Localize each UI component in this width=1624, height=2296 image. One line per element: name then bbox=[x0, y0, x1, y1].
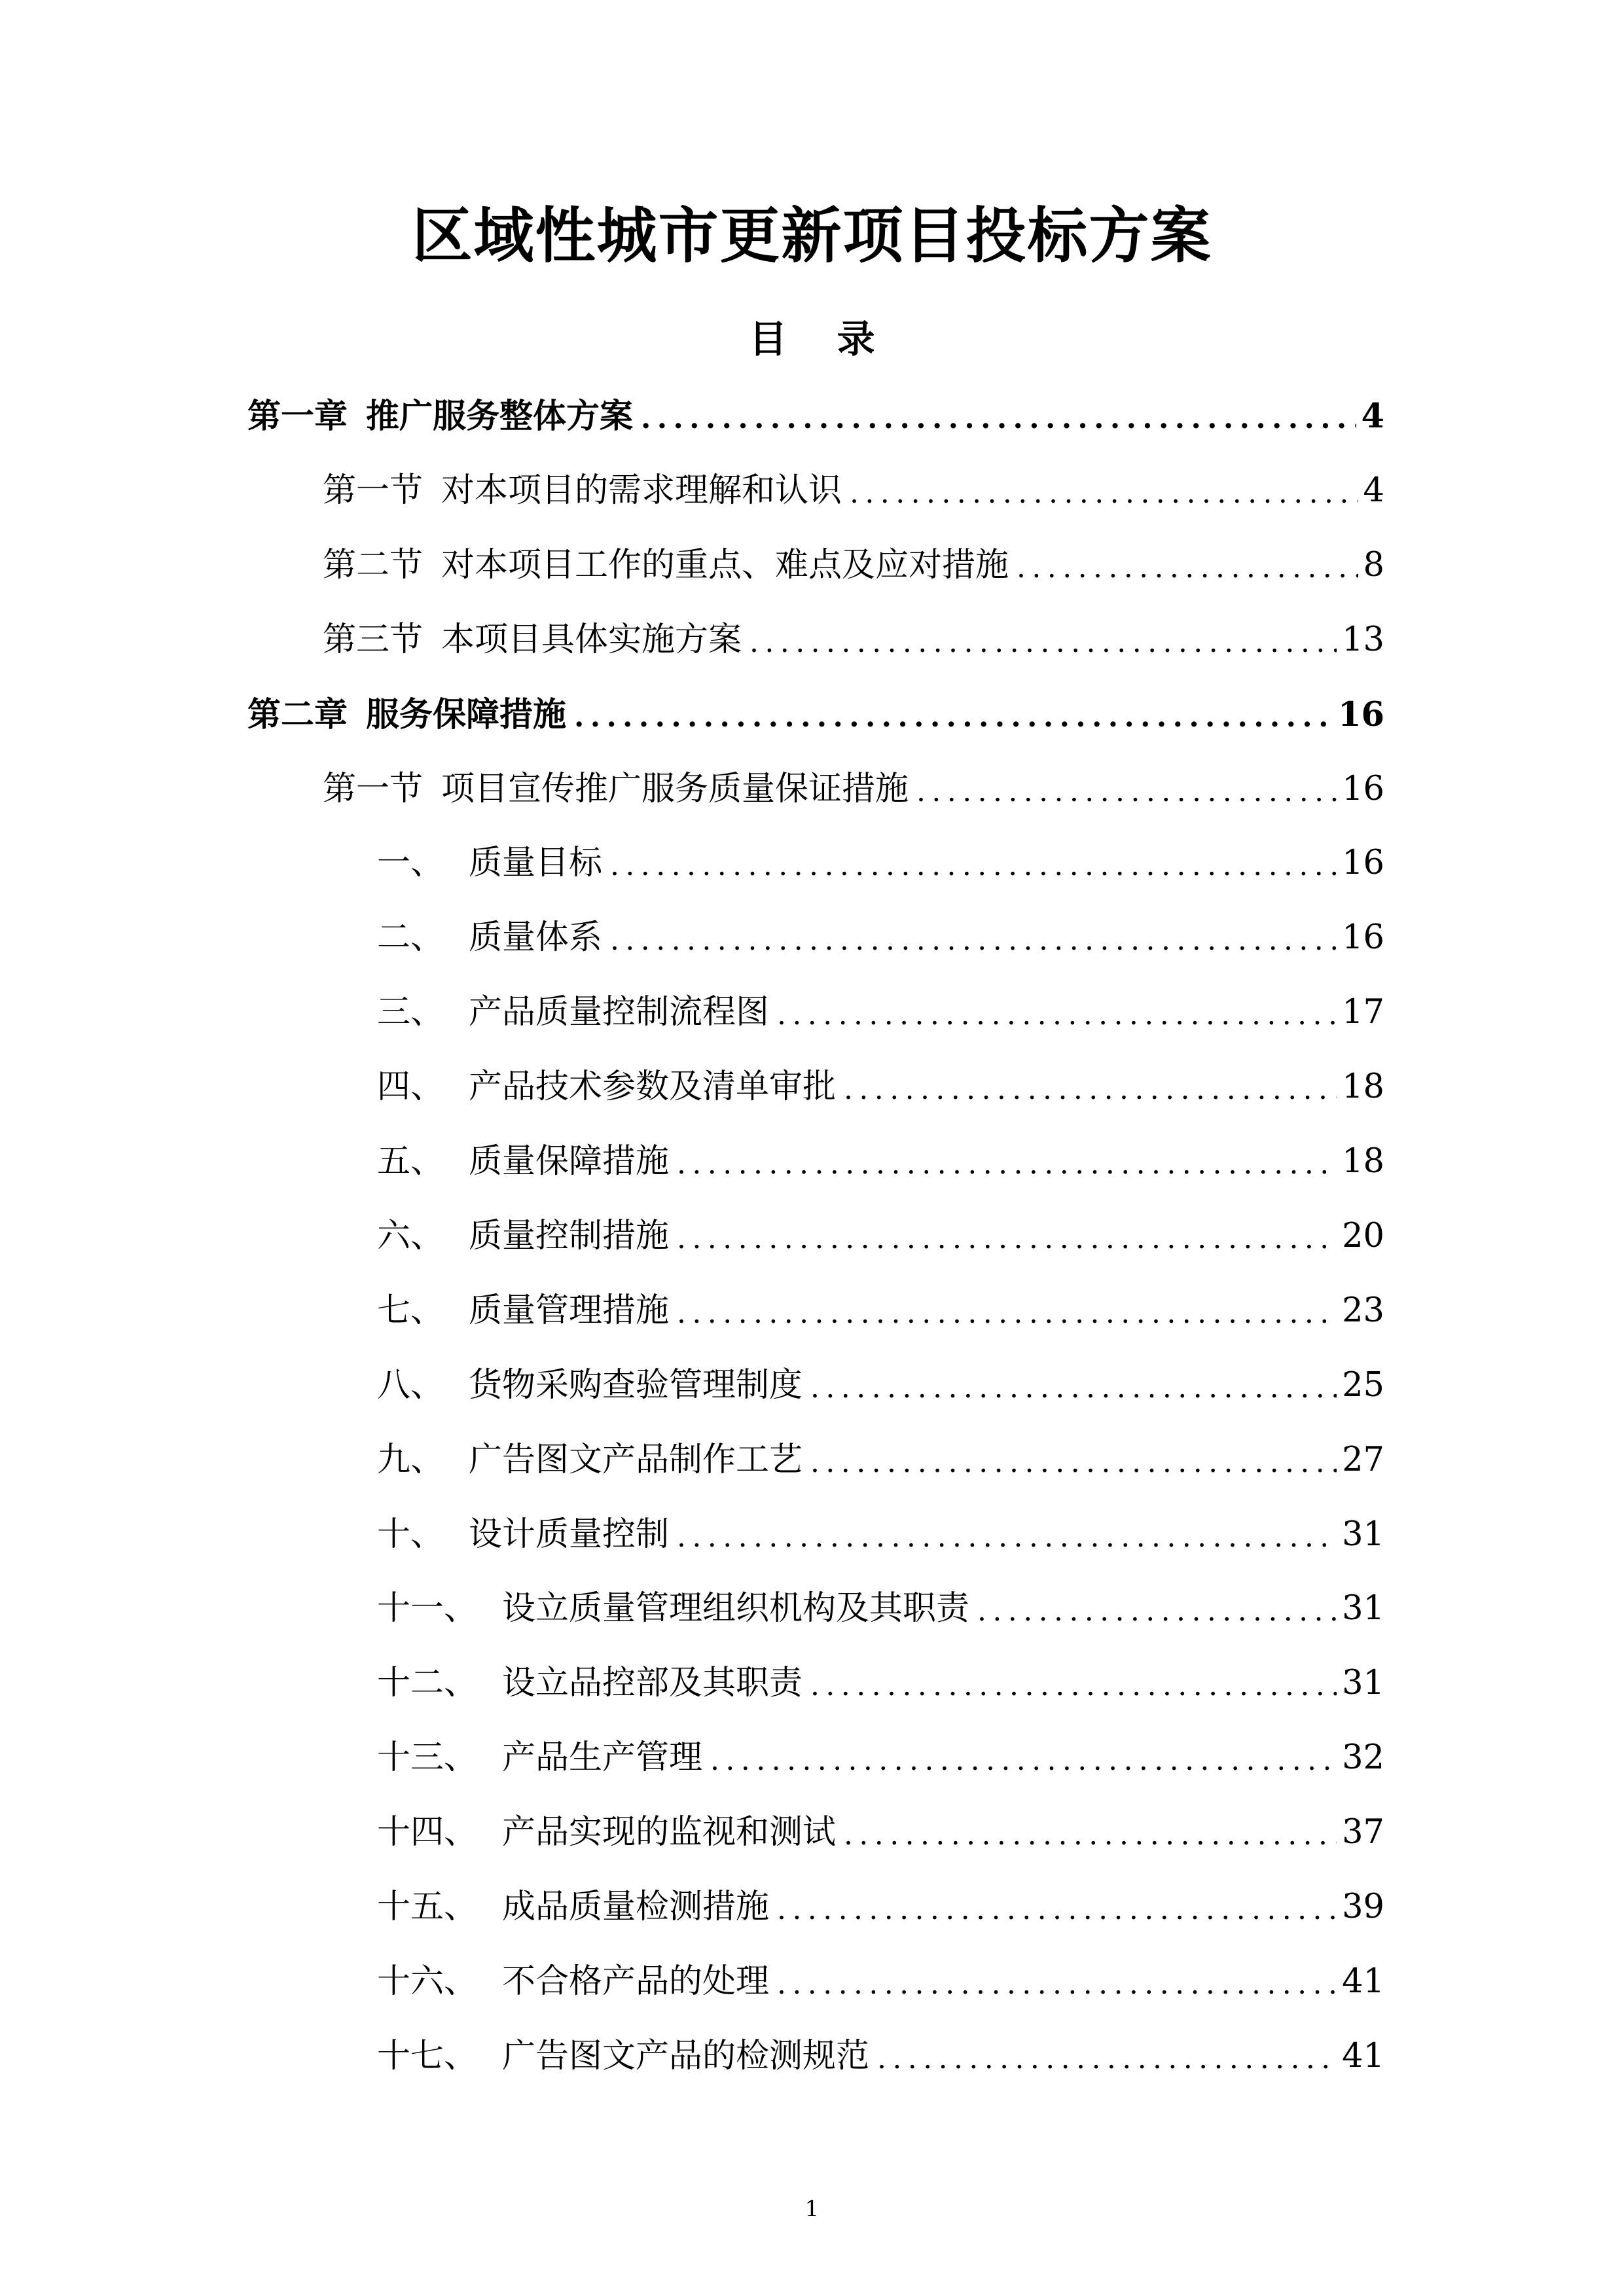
toc-entry-page: 17 bbox=[1342, 993, 1384, 1032]
toc-entry-page: 16 bbox=[1338, 694, 1384, 734]
toc-entry-label: 对本项目的需求理解和认识 bbox=[441, 471, 842, 510]
toc-entry-page: 4 bbox=[1361, 397, 1384, 436]
toc-entry-page: 4 bbox=[1363, 471, 1384, 510]
toc-entry-page: 25 bbox=[1342, 1365, 1384, 1405]
toc-entry-page: 32 bbox=[1342, 1738, 1384, 1778]
toc-entry-page: 37 bbox=[1342, 1813, 1384, 1852]
toc-dot-leader bbox=[810, 1362, 1337, 1414]
toc-entry-label: 广告图文产品制作工艺 bbox=[469, 1440, 803, 1479]
toc-dot-leader bbox=[677, 1213, 1337, 1265]
toc-entry[interactable] bbox=[377, 1956, 1384, 2008]
toc-entry-label: 质量保障措施 bbox=[469, 1142, 670, 1181]
toc-entry-label: 本项目具体实施方案 bbox=[441, 620, 742, 659]
toc-entry-page: 16 bbox=[1342, 918, 1384, 958]
toc-entry-label: 质量目标 bbox=[469, 844, 603, 883]
toc-entry-label: 产品实现的监视和测试 bbox=[502, 1813, 837, 1852]
toc-dot-leader bbox=[677, 1511, 1337, 1564]
toc-entry-label: 服务保障措施 bbox=[366, 694, 567, 734]
toc-entry-number: 第三节 bbox=[323, 620, 424, 659]
toc-entry-number: 第二章 bbox=[247, 694, 348, 734]
toc-entry-number: 十一、 bbox=[377, 1589, 478, 1628]
toc-entry-label: 质量体系 bbox=[469, 918, 603, 958]
toc-entry[interactable] bbox=[377, 1359, 1384, 1412]
toc-dot-leader bbox=[810, 1660, 1337, 1712]
toc-entry-number: 五、 bbox=[377, 1142, 444, 1181]
toc-dot-leader bbox=[877, 2033, 1337, 2085]
toc-entry-label: 产品技术参数及清单审批 bbox=[469, 1067, 837, 1107]
toc-dot-leader bbox=[610, 914, 1337, 967]
toc-entry-label: 产品生产管理 bbox=[502, 1738, 703, 1778]
toc-entry-page: 16 bbox=[1342, 844, 1384, 883]
toc-entry[interactable] bbox=[377, 1881, 1384, 1933]
toc-entry-number: 九、 bbox=[377, 1440, 444, 1479]
toc-entry-page: 27 bbox=[1342, 1440, 1384, 1479]
toc-entry-page: 31 bbox=[1342, 1589, 1384, 1628]
toc-dot-leader bbox=[977, 1585, 1337, 1638]
toc-entry-label: 质量管理措施 bbox=[469, 1291, 670, 1330]
toc-entry[interactable] bbox=[377, 1583, 1384, 1635]
toc-entry[interactable] bbox=[377, 1285, 1384, 1337]
toc-entry[interactable] bbox=[323, 465, 1384, 517]
toc-entry-label: 不合格产品的处理 bbox=[502, 1962, 770, 2001]
toc-entry-number: 一、 bbox=[377, 844, 444, 883]
toc-entry-number: 四、 bbox=[377, 1067, 444, 1107]
toc-entry[interactable] bbox=[377, 1136, 1384, 1188]
toc-entry[interactable] bbox=[377, 912, 1384, 964]
toc-entry-number: 十六、 bbox=[377, 1962, 478, 2001]
toc-entry-page: 16 bbox=[1342, 769, 1384, 808]
toc-dot-leader bbox=[777, 989, 1337, 1041]
toc-entry[interactable] bbox=[377, 2030, 1384, 2083]
toc-entry-page: 20 bbox=[1342, 1216, 1384, 1255]
toc-entry-number: 第一节 bbox=[323, 769, 424, 808]
toc-entry-number: 十五、 bbox=[377, 1888, 478, 1926]
toc-dot-leader bbox=[677, 1138, 1337, 1191]
toc-dot-leader bbox=[677, 1287, 1337, 1340]
toc-entry-page: 23 bbox=[1342, 1291, 1384, 1330]
toc-entry-number: 二、 bbox=[377, 918, 444, 958]
toc-entry[interactable] bbox=[323, 763, 1384, 816]
toc-entry[interactable] bbox=[247, 689, 1384, 741]
toc-entry[interactable] bbox=[377, 1509, 1384, 1561]
toc-entry-label: 货物采购查验管理制度 bbox=[469, 1365, 803, 1405]
toc-dot-leader bbox=[1017, 542, 1358, 594]
toc-entry-page: 41 bbox=[1342, 2036, 1384, 2075]
toc-entry-number: 第二节 bbox=[323, 545, 424, 584]
toc-entry-label: 质量控制措施 bbox=[469, 1216, 670, 1255]
toc-entry-number: 第一章 bbox=[247, 397, 348, 436]
toc-entry-number: 十、 bbox=[377, 1515, 444, 1554]
toc-entry-number: 十七、 bbox=[377, 2036, 478, 2075]
toc-entry[interactable] bbox=[377, 1061, 1384, 1113]
toc-entry-number: 七、 bbox=[377, 1291, 444, 1330]
toc-dot-leader bbox=[810, 1437, 1337, 1489]
toc-dot-leader bbox=[844, 1064, 1337, 1116]
toc-entry-label: 成品质量检测措施 bbox=[502, 1888, 770, 1926]
toc-entry-label: 设立质量管理组织机构及其职责 bbox=[502, 1589, 970, 1628]
toc-entry-number: 六、 bbox=[377, 1216, 444, 1255]
toc-entry[interactable] bbox=[377, 1732, 1384, 1784]
toc-entry[interactable] bbox=[377, 837, 1384, 889]
toc-entry-page: 18 bbox=[1342, 1142, 1384, 1181]
toc-entry[interactable] bbox=[377, 986, 1384, 1039]
toc-entry[interactable] bbox=[323, 539, 1384, 592]
toc-entry-number: 八、 bbox=[377, 1365, 444, 1405]
toc-entry-number: 第一节 bbox=[323, 471, 424, 510]
toc-dot-leader bbox=[916, 766, 1337, 818]
toc-dot-leader bbox=[777, 1958, 1337, 2011]
toc-entry-page: 39 bbox=[1342, 1888, 1384, 1926]
toc-dot-leader bbox=[641, 393, 1356, 445]
toc-entry[interactable] bbox=[323, 614, 1384, 666]
toc-entry-label: 设计质量控制 bbox=[469, 1515, 670, 1554]
toc-entry-label: 推广服务整体方案 bbox=[366, 397, 634, 436]
page-number: 1 bbox=[804, 2196, 820, 2222]
toc-entry-label: 对本项目工作的重点、难点及应对措施 bbox=[441, 545, 1009, 584]
toc-entry[interactable] bbox=[377, 1806, 1384, 1859]
toc-entry-label: 项目宣传推广服务质量保证措施 bbox=[441, 769, 909, 808]
toc-entry-page: 8 bbox=[1363, 545, 1384, 584]
document-title: 区域性城市更新项目投标方案 bbox=[412, 200, 1212, 271]
toc-entry-page: 31 bbox=[1342, 1664, 1384, 1703]
toc-dot-leader bbox=[710, 1734, 1337, 1787]
toc-entry-page: 13 bbox=[1342, 620, 1384, 659]
toc-dot-leader bbox=[850, 467, 1358, 520]
toc-heading: 目 录 bbox=[749, 317, 893, 361]
toc-entry-label: 广告图文产品的检测规范 bbox=[502, 2036, 870, 2075]
toc-entry[interactable] bbox=[377, 1657, 1384, 1710]
toc-entry-number: 十四、 bbox=[377, 1813, 478, 1852]
toc-dot-leader bbox=[844, 1809, 1337, 1861]
toc-entry-page: 18 bbox=[1342, 1067, 1384, 1107]
toc-entry-number: 十二、 bbox=[377, 1664, 478, 1703]
toc-entry-page: 31 bbox=[1342, 1515, 1384, 1554]
toc-entry-label: 设立品控部及其职责 bbox=[502, 1664, 803, 1703]
toc-entry-number: 十三、 bbox=[377, 1738, 478, 1778]
toc-dot-leader bbox=[574, 691, 1333, 744]
toc-entry[interactable] bbox=[377, 1434, 1384, 1486]
toc-entry[interactable] bbox=[377, 1210, 1384, 1263]
toc-entry-page: 41 bbox=[1342, 1962, 1384, 2001]
toc-dot-leader bbox=[610, 840, 1337, 892]
toc-entry-number: 三、 bbox=[377, 993, 444, 1032]
toc-dot-leader bbox=[749, 617, 1337, 669]
toc-entry-label: 产品质量控制流程图 bbox=[469, 993, 770, 1032]
toc-entry[interactable] bbox=[247, 390, 1384, 442]
toc-dot-leader bbox=[777, 1884, 1337, 1936]
